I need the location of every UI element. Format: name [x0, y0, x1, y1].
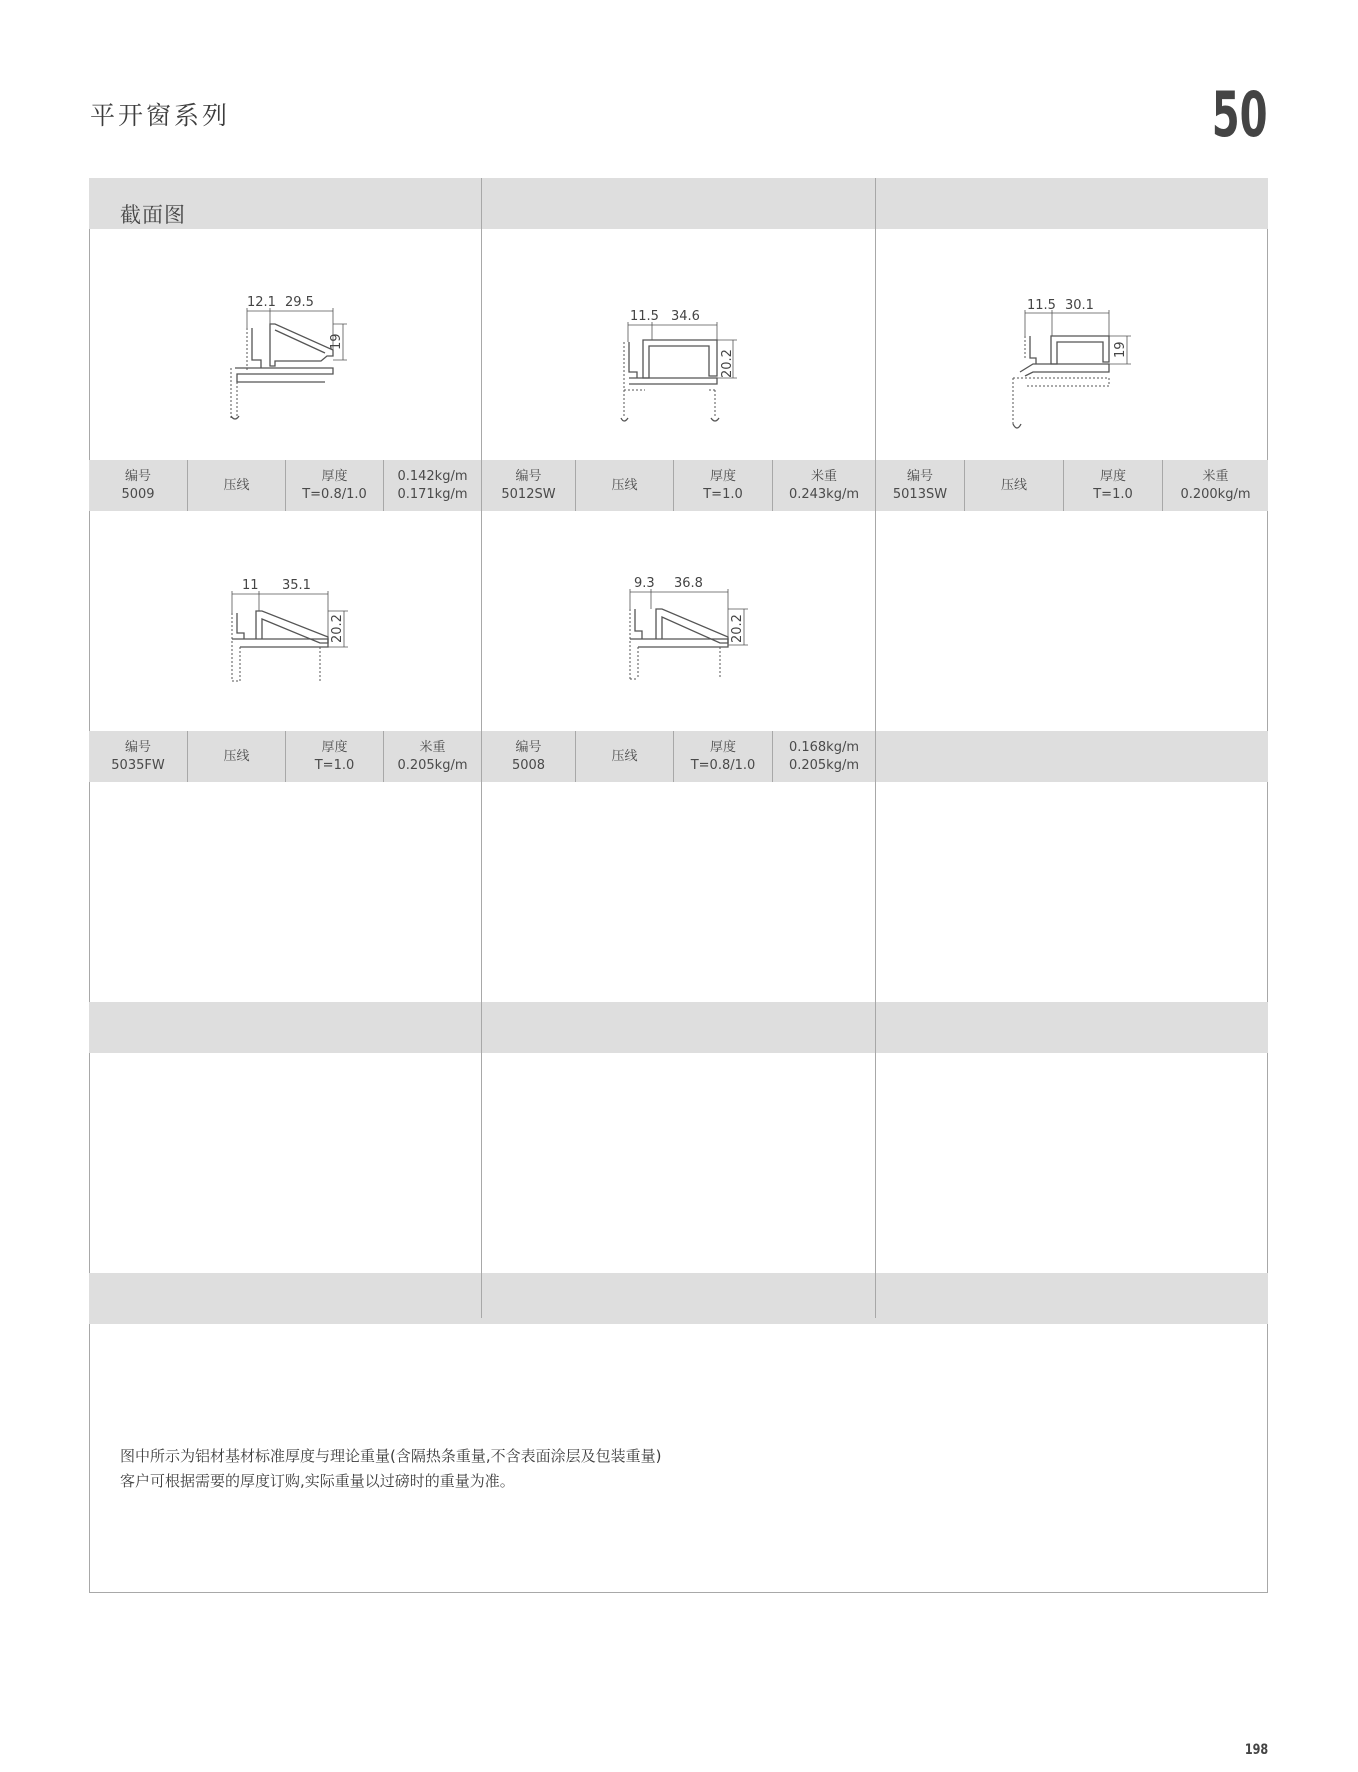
profile-drawing-5012SW [615, 300, 755, 430]
spec-thickness-cell: 厚度 T=1.0 [286, 731, 384, 782]
profile-5009-shape [231, 324, 333, 419]
dim-label: 30.1 [1065, 298, 1094, 313]
profile-drawing-5009 [225, 288, 365, 428]
footnote-line: 客户可根据需要的厚度订购,实际重量以过磅时的重量为准。 [120, 1472, 515, 1490]
dim-label: 11 [242, 578, 259, 593]
profile-5008-shape [630, 609, 728, 679]
page-number: 198 [1244, 1742, 1268, 1758]
dim-label: 20.2 [730, 614, 745, 643]
dim-label: 20.2 [720, 349, 735, 378]
profile-drawing-5013SW [1005, 292, 1145, 442]
profile-5013SW-shape [1013, 336, 1109, 428]
dim-label: 20.2 [330, 614, 345, 643]
footnote [120, 1444, 661, 1494]
spec-thickness-cell: 厚度 T=0.8/1.0 [286, 460, 384, 511]
dim-label: 19 [1113, 341, 1128, 358]
section-heading: 截面图 [120, 203, 186, 227]
spec-code-cell: 编号 5013SW [876, 460, 965, 511]
dim-label: 11.5 [1027, 298, 1056, 313]
dim-label: 9.3 [634, 576, 655, 591]
dim-label: 12.1 [247, 295, 276, 310]
spec-code-cell: 编号 5009 [89, 460, 188, 511]
dim-label: 35.1 [282, 578, 311, 593]
dim-label: 19 [329, 333, 344, 350]
section-header-band [89, 178, 1268, 229]
series-number: 50 [1212, 78, 1268, 151]
spec-code-cell: 编号 5008 [482, 731, 576, 782]
footnote-line: 图中所示为铝材基材标准厚度与理论重量(含隔热条重量,不含表面涂层及包装重量) [120, 1447, 662, 1465]
spec-thickness-cell: 厚度 T=0.8/1.0 [674, 731, 773, 782]
profile-drawing-5035FW [220, 573, 360, 693]
spec-code-cell: 编号 5035FW [89, 731, 188, 782]
dim-label: 36.8 [674, 576, 703, 591]
profile-5012SW-shape [621, 340, 719, 421]
spec-band-row4 [89, 1273, 1268, 1324]
spec-thickness-cell: 厚度 T=1.0 [674, 460, 773, 511]
spec-type-cell: 压线 [965, 460, 1064, 511]
spec-weight-cell: 0.168kg/m 0.205kg/m [788, 739, 860, 773]
spec-weight-cell: 米重 0.205kg/m [397, 739, 468, 773]
spec-band-row3 [89, 1002, 1268, 1053]
spec-weight-cell: 0.142kg/m 0.171kg/m [397, 468, 468, 502]
column-divider [875, 178, 876, 1318]
spec-type-cell: 压线 [576, 460, 674, 511]
spec-thickness-cell: 厚度 T=1.0 [1064, 460, 1163, 511]
profile-drawing-5008 [620, 573, 760, 693]
spec-type-cell: 压线 [188, 731, 286, 782]
profile-5035FW-shape [232, 611, 328, 681]
spec-weight-cell: 米重 0.243kg/m [788, 468, 860, 502]
dim-label: 29.5 [285, 295, 314, 310]
spec-code-cell: 编号 5012SW [482, 460, 576, 511]
dim-label: 34.6 [671, 309, 700, 324]
spec-type-cell: 压线 [188, 460, 286, 511]
spec-weight-cell: 米重 0.200kg/m [1180, 468, 1251, 502]
series-title: 平开窗系列 [90, 101, 231, 130]
dim-label: 11.5 [630, 309, 659, 324]
spec-type-cell: 压线 [576, 731, 674, 782]
